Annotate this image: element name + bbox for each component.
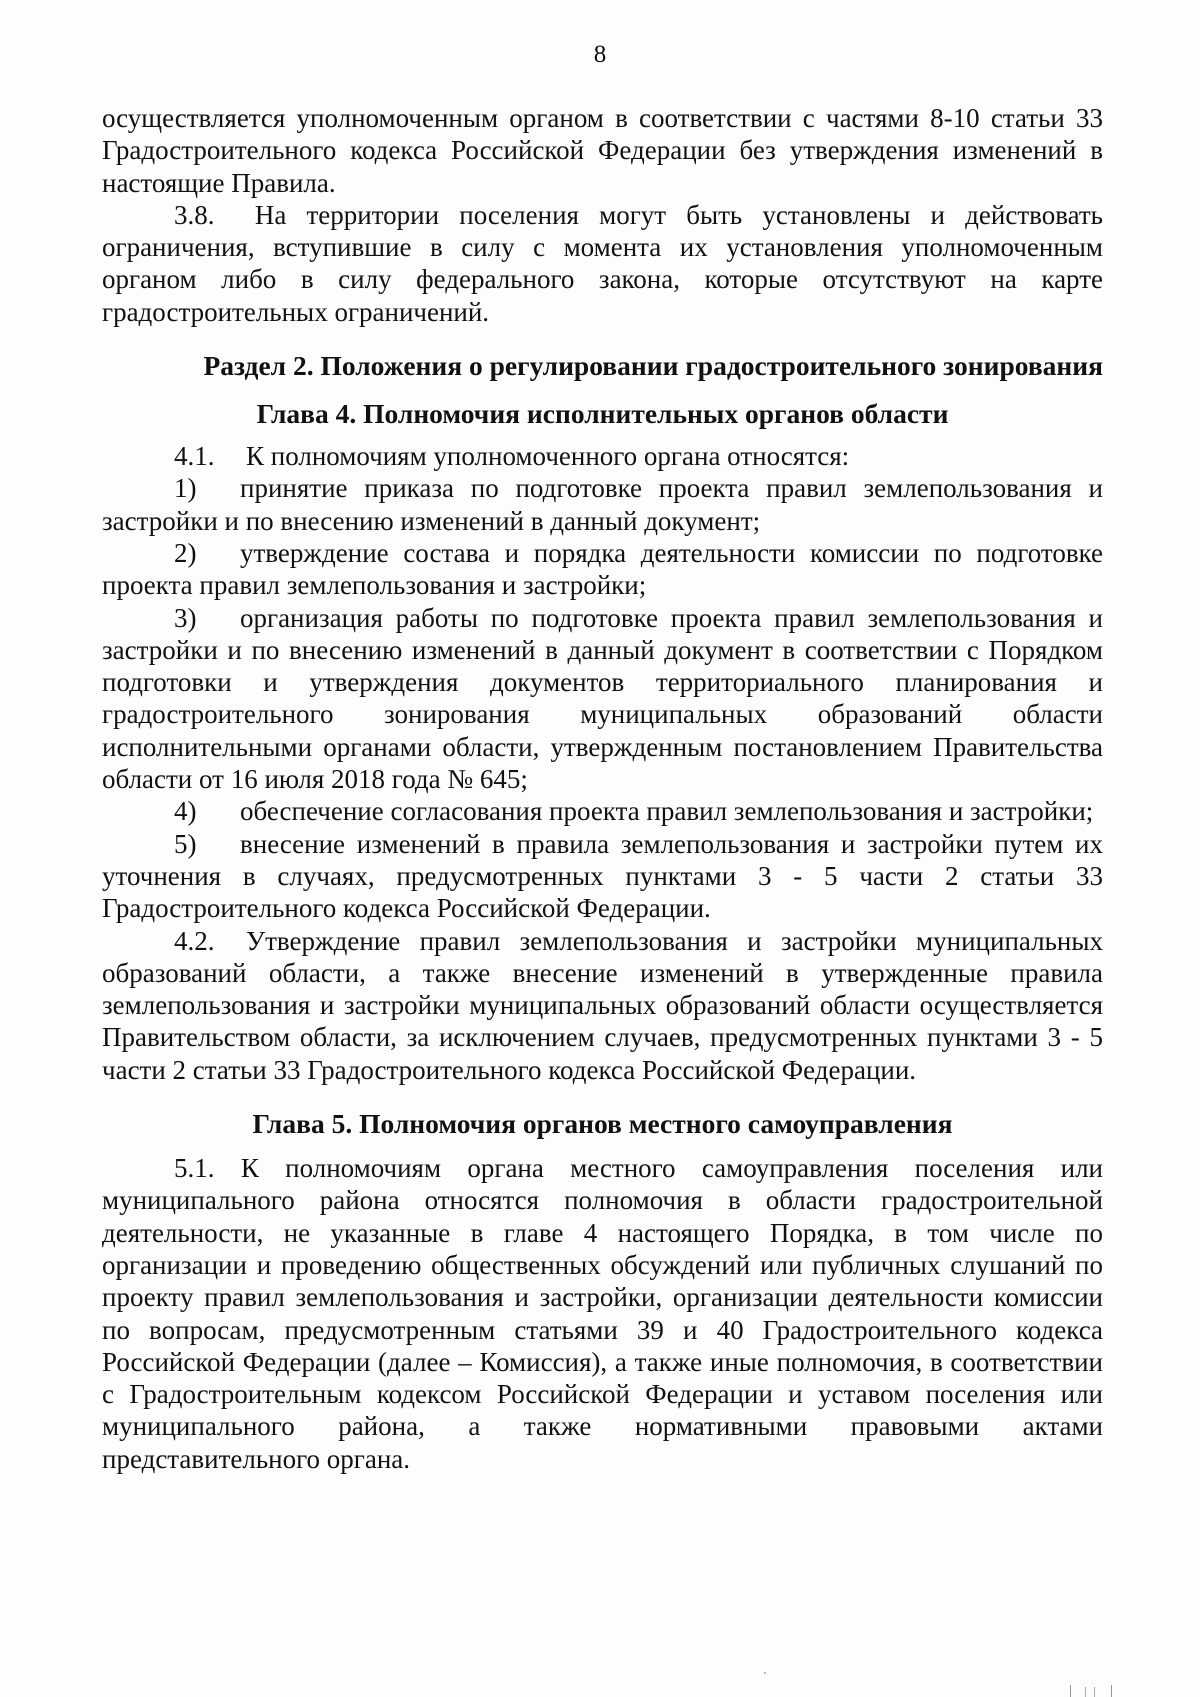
section-2-heading: Раздел 2. Положения о регулировании градостроительного зонирования	[203, 350, 1103, 382]
paragraph-4-1-text: К полномочиям уполномоченного органа относятся:	[246, 441, 850, 472]
list-item-5-number: 5)	[174, 828, 197, 859]
list-item-2	[102, 537, 1103, 602]
list-item-4-text: обеспечение согласования проекта правил землепользования и застройки;	[240, 796, 1094, 827]
paragraph-3-8	[102, 199, 1103, 328]
list-item-3-text: организация работы по подготовке проекта правил землепользования и застройки и по внесению изменений в данный документ в соответствии с Порядком подготовки и утверждения документов территориального планирования и градостроительного зонирования муниципальных образований области исполнительными органами области, утвержденным постановлением Правительства области от 16 июля 2018 года № 645;	[102, 602, 1103, 795]
scan-speck	[764, 1672, 766, 1674]
list-item-2-number: 2)	[174, 537, 197, 568]
paragraph-3-8-text: На территории поселения могут быть установлены и действовать ограничения, вступившие в силу с момента их установления уполномоченным органом либо в силу федерального закона, которые отсутствуют на карте градостроительных ограничений.	[102, 199, 1103, 327]
list-item-4	[102, 795, 1103, 827]
list-item-1-number: 1)	[174, 473, 197, 504]
page-number: 8	[593, 41, 607, 68]
list-item-5-text: внесение изменений в правила землепользования и застройки путем их уточнения в случаях, предусмотренных пунктами 3 - 5 части 2 статьи 33 Градостроительного кодекса Российской Федерации.	[102, 828, 1103, 924]
paragraph-5-1	[102, 1152, 1103, 1475]
paragraph-4-2	[102, 925, 1103, 1086]
list-item-3	[102, 602, 1103, 796]
paragraph-4-1-number: 4.1.	[174, 441, 215, 472]
document-body	[102, 102, 1103, 1475]
continuation-paragraph: осуществляется уполномоченным органом в соответствии с частями 8-10 статьи 33 Градостроительного кодекса Российской Федерации без утверждения изменений в настоящие Правила.	[102, 103, 1103, 198]
paragraph-3-8-number: 3.8.	[174, 199, 215, 230]
scan-edge-marks	[1070, 1685, 1112, 1697]
list-item-5	[102, 828, 1103, 925]
paragraph-5-1-number: 5.1.	[174, 1153, 215, 1184]
paragraph-4-2-number: 4.2.	[174, 925, 215, 956]
list-item-3-number: 3)	[174, 602, 197, 633]
chapter-4-heading: Глава 4. Полномочия исполнительных органов области	[256, 398, 949, 430]
list-item-1	[102, 472, 1103, 537]
list-item-2-text: утверждение состава и порядка деятельности комиссии по подготовке проекта правил землепользования и застройки;	[102, 537, 1103, 601]
list-item-4-number: 4)	[174, 796, 197, 827]
list-item-1-text: принятие приказа по подготовке проекта правил землепользования и застройки и по внесению изменений в данный документ;	[102, 473, 1103, 536]
paragraph-4-2-text: Утверждение правил землепользования и застройки муниципальных образований области, а также внесение изменений в утвержденные правила землепользования и застройки муниципальных образований области осуществляется Правительством области, за исключением случаев, предусмотренных пунктами 3 - 5 части 2 статьи 33 Градостроительного кодекса Российской Федерации.	[102, 925, 1103, 1085]
chapter-5-heading: Глава 5. Полномочия органов местного самоуправления	[252, 1108, 953, 1140]
paragraph-4-1	[102, 440, 1103, 472]
paragraph-5-1-text: К полномочиям органа местного самоуправления поселения или муниципального района относятся полномочия в области градостроительной деятельности, не указанные в главе 4 настоящего Порядка, в том числе по организации и проведению общественных обсуждений или публичных слушаний по проекту правил землепользования и застройки, организации деятельности комиссии по вопросам, предусмотренным статьями 39 и 40 Градостроительного кодекса Российской Федерации (далее – Комиссия), а также иные полномочия, в соответствии с Градостроительным кодексом Российской Федерации и уставом поселения или муниципального района, а также нормативными правовыми актами представительного органа.	[102, 1153, 1103, 1474]
